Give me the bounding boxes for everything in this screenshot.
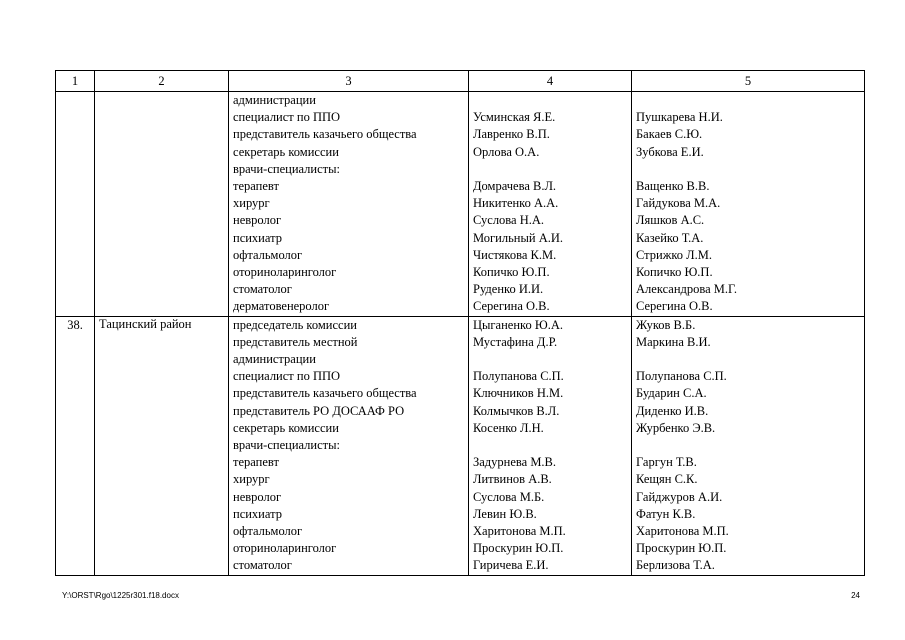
reserve-member-name: Гаргун Т.В. — [636, 455, 697, 470]
header-cell-5: 5 — [632, 71, 865, 92]
primary-member-name: Косенко Л.Н. — [473, 420, 544, 435]
position-line: секретарь комиссии — [233, 144, 339, 159]
primary-member-name: Лавренко В.П. — [473, 127, 550, 142]
reserve-member-name: Журбенко Э.В. — [636, 420, 716, 435]
primary-member-name: Орлова О.А. — [473, 144, 540, 159]
primary-member-name: Серегина О.В. — [473, 299, 550, 314]
row-number: 38. — [56, 316, 95, 575]
reserve-member-name: Казейко Т.А. — [636, 230, 704, 245]
position-line: невролог — [233, 213, 282, 228]
primary-member-name: Суслова Н.А. — [473, 213, 545, 228]
primary-member-name: Суслова М.Б. — [473, 489, 545, 504]
position-line: психиатр — [233, 230, 282, 245]
position-line: терапевт — [233, 179, 279, 194]
primary-member-name — [473, 437, 627, 454]
position-list — [229, 92, 469, 317]
position-line: оториноларинголог — [233, 265, 337, 280]
reserve-member-name: Бакаев С.Ю. — [636, 127, 703, 142]
position-line: оториноларинголог — [233, 541, 337, 556]
primary-member-name: Полупанова С.П. — [473, 369, 564, 384]
reserve-member-name: Харитонова М.П. — [636, 524, 729, 539]
header-cell-1: 1 — [56, 71, 95, 92]
primary-member-name: Копичко Ю.П. — [473, 265, 550, 279]
position-line: представитель казачьего общества — [233, 127, 417, 142]
primary-member-name: Литвинов А.В. — [473, 472, 552, 487]
reserve-member-name: Пушкарева Н.И. — [636, 110, 723, 125]
position-line: офтальмолог — [233, 524, 303, 539]
position-line: специалист по ППО — [233, 369, 341, 384]
position-line: невролог — [233, 489, 282, 504]
position-line: врачи-специалисты: — [233, 161, 340, 176]
primary-member-name: Мустафина Д.Р. — [473, 334, 558, 349]
position-line: стоматолог — [233, 558, 292, 573]
primary-member-name: Могильный А.И. — [473, 230, 564, 245]
header-cell-3: 3 — [229, 71, 469, 92]
reserve-member-name — [636, 437, 860, 454]
district-name: Тацинский район — [95, 316, 229, 575]
primary-member-list — [469, 92, 632, 317]
page-number: 24 — [851, 591, 860, 600]
reserve-member-name: Зубкова Е.И. — [636, 144, 704, 159]
primary-member-name: Колмычков В.Л. — [473, 403, 560, 418]
reserve-member-name — [636, 351, 860, 368]
position-line: врачи-специалисты: — [233, 438, 340, 453]
primary-member-name — [473, 92, 627, 109]
position-line: психиатр — [233, 506, 282, 521]
reserve-member-name: Ващенко В.В. — [636, 178, 710, 193]
position-line: представитель местной — [233, 334, 358, 349]
position-line: представитель РО ДОСААФ РО — [233, 403, 405, 418]
reserve-member-name: Ляшков А.С. — [636, 213, 705, 228]
position-line: хирург — [233, 196, 270, 211]
reserve-member-list — [632, 92, 865, 317]
reserve-member-name: Гайдукова М.А. — [636, 196, 721, 211]
reserve-member-name: Гайджуров А.И. — [636, 489, 723, 504]
reserve-member-name: Александрова М.Г. — [636, 282, 737, 297]
header-cell-4: 4 — [469, 71, 632, 92]
position-list — [229, 316, 469, 575]
primary-member-list — [469, 316, 632, 575]
position-line: администрации — [233, 93, 316, 107]
document-path: Y:\ORST\Rgo\1225r301.f18.docx — [62, 591, 179, 600]
primary-member-name: Харитонова М.П. — [473, 524, 566, 539]
primary-member-name: Усминская Я.Е. — [473, 110, 556, 125]
reserve-member-name: Жуков В.Б. — [636, 317, 696, 332]
position-line: представитель казачьего общества — [233, 386, 417, 401]
district-name — [95, 92, 229, 317]
position-line: терапевт — [233, 455, 279, 470]
position-line: председатель комиссии — [233, 317, 357, 332]
position-line: офтальмолог — [233, 247, 303, 262]
primary-member-name: Левин Ю.В. — [473, 506, 537, 521]
row-number — [56, 92, 95, 317]
reserve-member-name: Копичко Ю.П. — [636, 265, 713, 279]
primary-member-name — [473, 351, 627, 368]
position-line: хирург — [233, 472, 270, 487]
reserve-member-name: Полупанова С.П. — [636, 369, 727, 384]
primary-member-name: Никитенко А.А. — [473, 196, 559, 211]
reserve-member-name: Фатун К.В. — [636, 506, 696, 521]
primary-member-name: Ключников Н.М. — [473, 386, 564, 401]
primary-member-name: Домрачева В.Л. — [473, 178, 557, 193]
primary-member-name — [473, 161, 627, 178]
position-line: администрации — [233, 352, 316, 367]
reserve-member-name — [636, 161, 860, 178]
reserve-member-name: Берлизова Т.А. — [636, 558, 715, 573]
primary-member-name: Гиричева Е.И. — [473, 558, 549, 573]
table-row — [56, 316, 865, 575]
position-line: специалист по ППО — [233, 110, 341, 125]
reserve-member-name: Маркина В.И. — [636, 334, 711, 349]
primary-member-name: Цыганенко Ю.А. — [473, 317, 563, 332]
position-line: стоматолог — [233, 282, 292, 297]
reserve-member-list — [632, 316, 865, 575]
table-row — [56, 92, 865, 317]
reserve-member-name: Стрижко Л.М. — [636, 247, 713, 262]
primary-member-name: Задурнева М.В. — [473, 455, 557, 470]
primary-member-name: Чистякова К.М. — [473, 247, 557, 262]
position-line: дерматовенеролог — [233, 299, 330, 314]
header-cell-2: 2 — [95, 71, 229, 92]
reserve-member-name: Бударин С.А. — [636, 386, 707, 401]
reserve-member-name: Серегина О.В. — [636, 299, 713, 314]
reserve-member-name: Диденко И.В. — [636, 403, 709, 418]
reserve-member-name — [636, 92, 860, 109]
primary-member-name: Руденко И.И. — [473, 282, 544, 297]
reserve-member-name: Проскурин Ю.П. — [636, 541, 727, 556]
primary-member-name: Проскурин Ю.П. — [473, 541, 564, 556]
header-row — [56, 71, 865, 92]
reserve-member-name: Кещян С.К. — [636, 472, 698, 487]
commission-table — [55, 70, 865, 576]
position-line: секретарь комиссии — [233, 420, 339, 435]
